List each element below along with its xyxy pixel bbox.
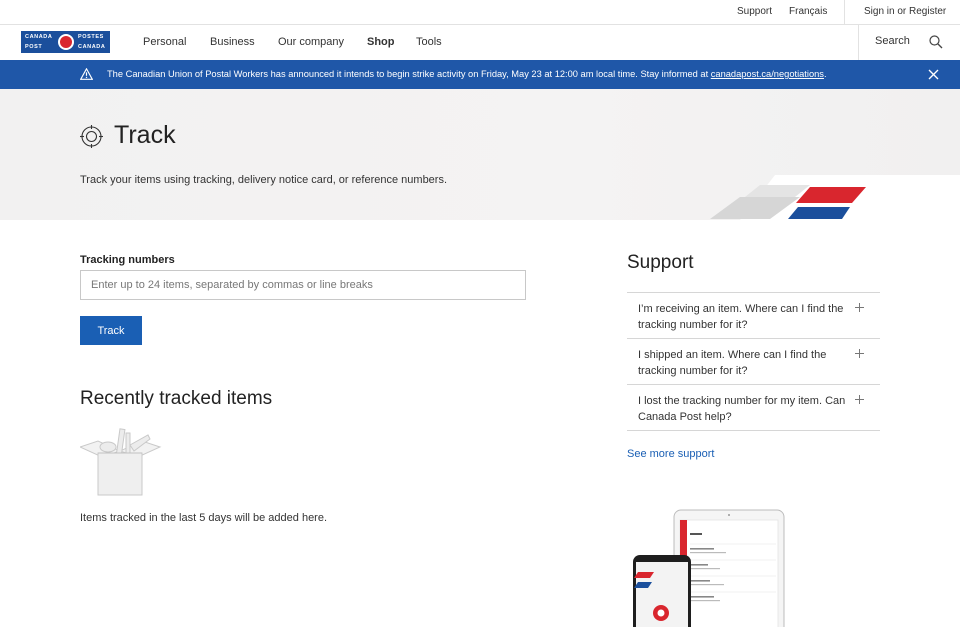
faq-item-shipped[interactable]	[627, 339, 880, 385]
sign-in-register-link[interactable]: Sign in or Register	[864, 6, 947, 17]
utility-bar	[0, 0, 960, 25]
alert-message	[107, 69, 827, 79]
negotiations-link[interactable]: canadapost.ca/negotiations	[710, 69, 824, 79]
logo-text-canada: CANADA	[25, 34, 53, 40]
brand-stripes-decoration	[700, 175, 960, 220]
canada-post-logo[interactable]	[21, 31, 110, 53]
alert-end: .	[823, 69, 827, 79]
search-label: Search	[875, 35, 910, 47]
language-toggle-link[interactable]: Français	[789, 6, 828, 17]
support-heading: Support	[627, 252, 694, 273]
alert-text: The Canadian Union of Postal Workers has announced it intends to begin strike activity on Friday, May 23 at 12:00 am local time. Stay informed at	[107, 69, 711, 79]
tracking-numbers-input[interactable]	[80, 270, 526, 300]
nav-item-our-company[interactable]: Our company	[278, 36, 345, 48]
see-more-support-link[interactable]: See more support	[627, 448, 715, 460]
tracking-numbers-label: Tracking numbers	[80, 254, 175, 266]
mobile-app-devices-image	[630, 508, 790, 627]
strike-alert-banner	[0, 60, 960, 89]
logo-text-post: POST	[25, 44, 43, 50]
crosshair-track-icon	[80, 125, 103, 148]
page-hero	[0, 89, 960, 220]
main-navigation	[0, 25, 960, 60]
nav-item-shop[interactable]: Shop	[367, 36, 395, 48]
faq-item-lost[interactable]	[627, 385, 880, 431]
recently-tracked-heading: Recently tracked items	[80, 388, 273, 409]
plus-icon	[855, 303, 864, 312]
nav-item-tools[interactable]: Tools	[416, 36, 442, 48]
eagle-emblem-icon	[58, 34, 74, 50]
warning-icon	[80, 68, 93, 80]
page-title: Track	[114, 121, 176, 149]
utility-divider	[844, 0, 845, 24]
plus-icon	[855, 349, 864, 358]
search-icon	[929, 35, 943, 49]
support-link[interactable]: Support	[737, 6, 773, 17]
logo-text-canada-fr: CANADA	[78, 44, 106, 50]
close-icon[interactable]	[928, 69, 939, 80]
track-button[interactable]: Track	[80, 316, 142, 345]
faq-question: I shipped an item. Where can I find the tracking number for it?	[638, 349, 827, 377]
nav-item-business[interactable]: Business	[210, 36, 255, 48]
faq-item-receiving[interactable]	[627, 293, 880, 339]
recently-tracked-note: Items tracked in the last 5 days will be added here.	[80, 512, 328, 524]
logo-text-postes: POSTES	[78, 34, 104, 40]
empty-box-illustration	[80, 427, 162, 497]
page-subtitle: Track your items using tracking, delivery notice card, or reference numbers.	[80, 174, 448, 186]
nav-item-personal[interactable]: Personal	[143, 36, 187, 48]
plus-icon	[855, 395, 864, 404]
search-button[interactable]	[858, 25, 960, 60]
faq-question: I’m receiving an item. Where can I find the tracking number for it?	[638, 303, 844, 331]
support-faq-list	[627, 292, 880, 431]
faq-question: I lost the tracking number for my item. Can Canada Post help?	[638, 395, 846, 423]
